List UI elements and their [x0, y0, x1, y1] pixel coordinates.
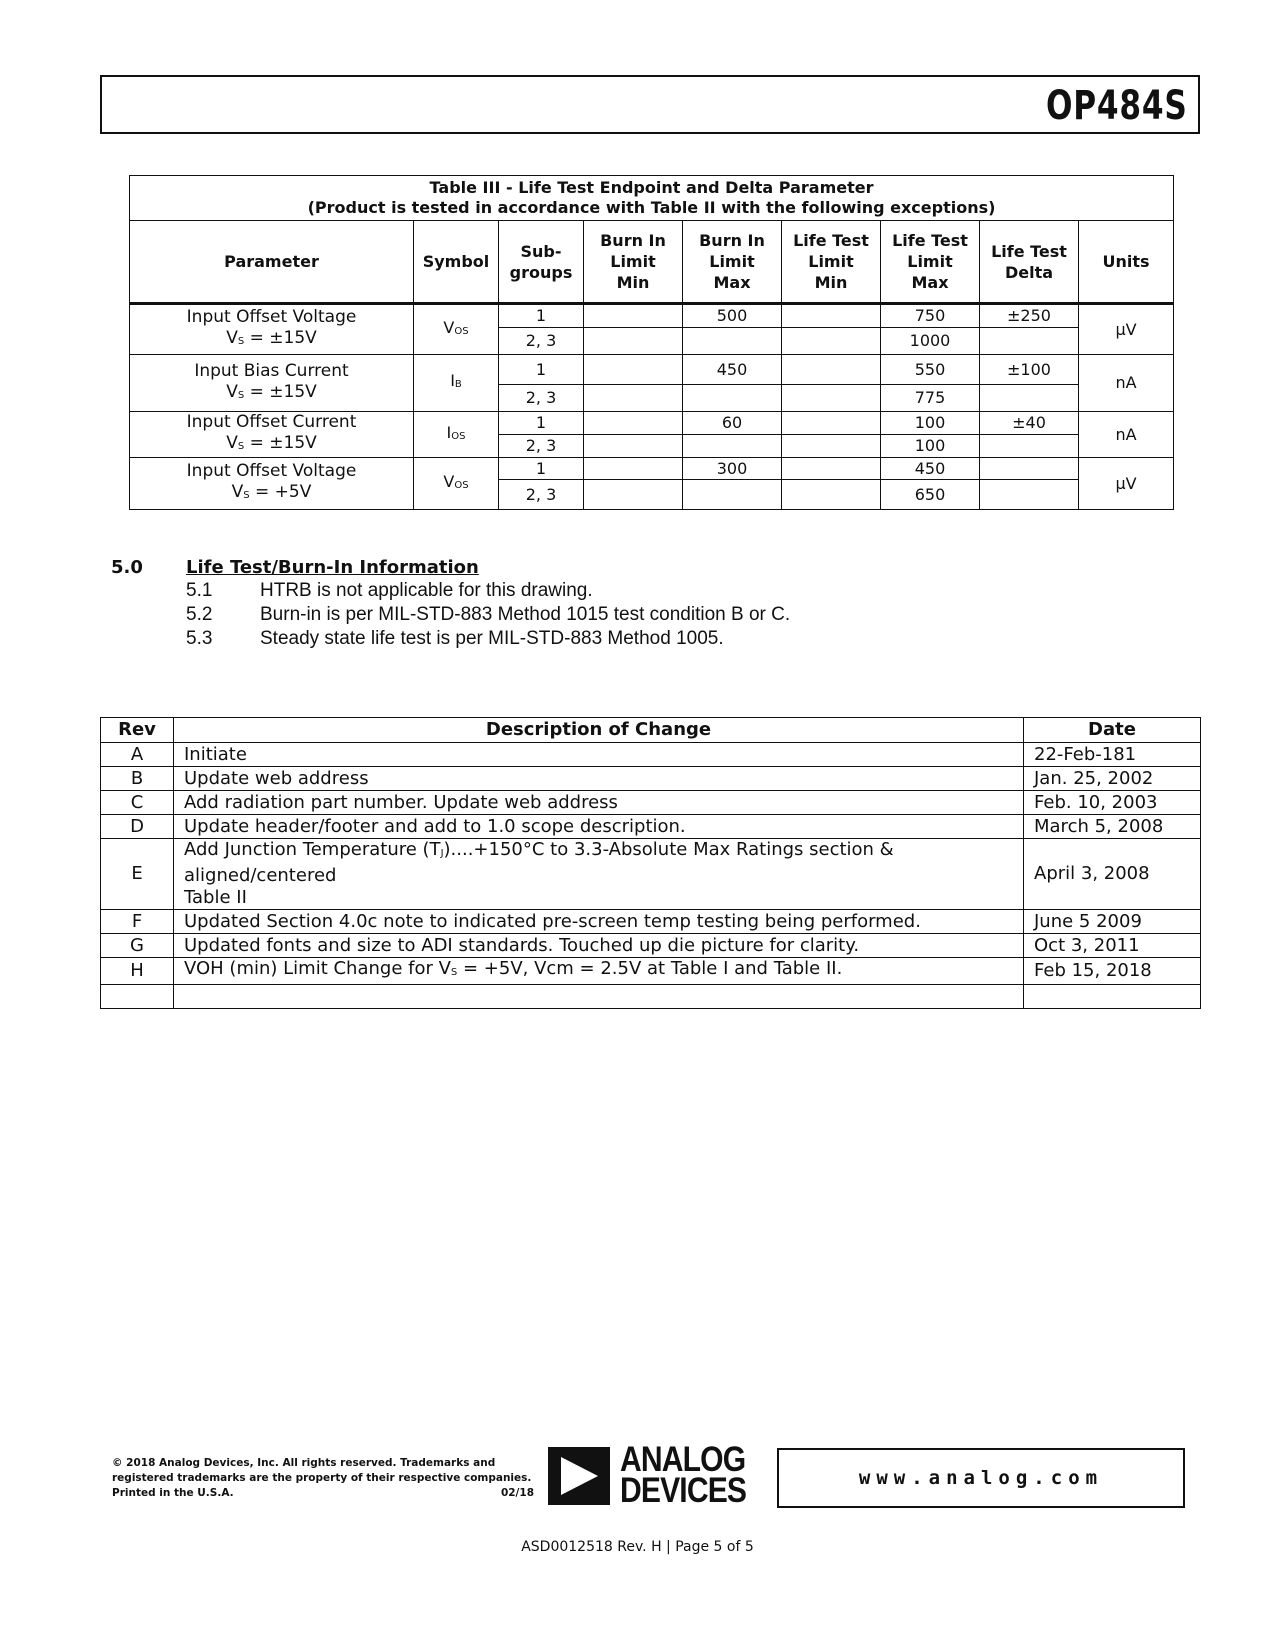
header-burnin-min: Burn In Limit Min [584, 221, 683, 304]
header-units: Units [1079, 221, 1174, 304]
parameter-cell: Input Offset Current $V_S = \pm 15V$ [130, 412, 414, 458]
lifetest-min-cell [782, 480, 881, 510]
units-cell: nA [1079, 412, 1174, 458]
header-symbol: Symbol [414, 221, 499, 304]
header-parameter: Parameter [130, 221, 414, 304]
table-header-row [130, 221, 1174, 304]
burnin-max-cell: 60 [683, 412, 782, 435]
table-row: F Updated Section 4.0c note to indicated pre-screen temp testing being performed. June 5 2009 [101, 910, 1201, 934]
lifetest-max-cell: 750 [881, 304, 980, 328]
burnin-max-cell [683, 435, 782, 458]
table-row: G Updated fonts and size to ADI standards. Touched up die picture for clarity. Oct 3, 2011 [101, 934, 1201, 958]
lifetest-max-cell: 550 [881, 355, 980, 385]
lifetest-min-cell [782, 304, 881, 328]
burnin-max-cell: 500 [683, 304, 782, 328]
header-lifetest-min: Life Test Limit Min [782, 221, 881, 304]
lifetest-max-cell: 100 [881, 412, 980, 435]
website-link[interactable]: www.analog.com [858, 1467, 1104, 1489]
lifetest-max-cell: 1000 [881, 328, 980, 355]
table-row [130, 304, 1174, 328]
analog-devices-logo: ANALOG DEVICES [548, 1447, 758, 1507]
table-header-row [101, 718, 1201, 743]
subgroup-cell: 2, 3 [499, 480, 584, 510]
symbol-cell: $I_B$ [414, 355, 499, 412]
section-title: Life Test/Burn-In Information [186, 557, 479, 578]
delta-cell [980, 385, 1079, 412]
subgroup-cell: 1 [499, 412, 584, 435]
header-date: Date [1024, 718, 1201, 743]
delta-cell [980, 480, 1079, 510]
parameter-cell: Input Offset Voltage $V_S = \pm 15V$ [130, 304, 414, 355]
symbol-cell: $V_{OS}$ [414, 458, 499, 510]
subgroup-cell: 2, 3 [499, 328, 584, 355]
table-title-row [130, 176, 1174, 221]
list-item: 5.1 HTRB is not applicable for this drawing. [186, 580, 593, 601]
lifetest-min-cell [782, 355, 881, 385]
logo-triangle-icon [548, 1447, 610, 1505]
table-row: E Add Junction Temperature $(T_J)....+150^\circ C$ to 3.3-Absolute Max Ratings section & aligned/centered Table II April 3, 2008 [101, 839, 1201, 910]
lifetest-min-cell [782, 458, 881, 480]
burnin-max-cell [683, 385, 782, 412]
header-subgroups: Sub- groups [499, 221, 584, 304]
burnin-min-cell [584, 328, 683, 355]
subgroup-cell: 1 [499, 355, 584, 385]
delta-cell [980, 458, 1079, 480]
part-number: OP484S [1046, 83, 1188, 129]
lifetest-max-cell: 650 [881, 480, 980, 510]
header-description: Description of Change [174, 718, 1024, 743]
symbol-cell: $V_{OS}$ [414, 304, 499, 355]
burnin-min-cell [584, 412, 683, 435]
lifetest-min-cell [782, 435, 881, 458]
table-row-empty [101, 985, 1201, 1009]
burnin-min-cell [584, 458, 683, 480]
table-row [130, 458, 1174, 480]
table-row: B Update web address Jan. 25, 2002 [101, 767, 1201, 791]
section-number: 5.0 [111, 557, 143, 578]
delta-cell: ±100 [980, 355, 1079, 385]
subgroup-cell: 2, 3 [499, 435, 584, 458]
table-row: H VOH (min) Limit Change for $V_S = +5V$, Vcm = 2.5V at Table I and Table II. Feb 15, 2018 [101, 958, 1201, 985]
delta-cell: ±40 [980, 412, 1079, 435]
header-lifetest-delta: Life Test Delta [980, 221, 1079, 304]
parameter-cell: Input Bias Current $V_S = \pm 15V$ [130, 355, 414, 412]
lifetest-max-cell: 450 [881, 458, 980, 480]
burnin-min-cell [584, 435, 683, 458]
lifetest-min-cell [782, 412, 881, 435]
units-cell: µV [1079, 458, 1174, 510]
header-box [100, 75, 1200, 134]
units-cell: µV [1079, 304, 1174, 355]
parameter-cell: Input Offset Voltage $V_S = +5V$ [130, 458, 414, 510]
subgroup-cell: 1 [499, 304, 584, 328]
table-row: A Initiate 22-Feb-181 [101, 743, 1201, 767]
table-row [130, 355, 1174, 385]
header-burnin-max: Burn In Limit Max [683, 221, 782, 304]
table-title: Table III - Life Test Endpoint and Delta Parameter (Product is tested in accordance with Table II with the following exceptions) [130, 176, 1174, 221]
table-row: D Update header/footer and add to 1.0 scope description. March 5, 2008 [101, 815, 1201, 839]
burnin-max-cell: 300 [683, 458, 782, 480]
revision-table [100, 717, 1201, 1009]
burnin-max-cell: 450 [683, 355, 782, 385]
delta-cell [980, 435, 1079, 458]
subgroup-cell: 1 [499, 458, 584, 480]
header-rev: Rev [101, 718, 174, 743]
burnin-min-cell [584, 385, 683, 412]
delta-cell [980, 328, 1079, 355]
delta-cell: ±250 [980, 304, 1079, 328]
lifetest-max-cell: 100 [881, 435, 980, 458]
burnin-max-cell [683, 480, 782, 510]
page-info: ASD0012518 Rev. H | Page 5 of 5 [521, 1539, 754, 1555]
subgroup-cell: 2, 3 [499, 385, 584, 412]
lifetest-min-cell [782, 385, 881, 412]
lifetest-max-cell: 775 [881, 385, 980, 412]
life-test-table [129, 175, 1174, 510]
units-cell: nA [1079, 355, 1174, 412]
symbol-cell: $I_{OS}$ [414, 412, 499, 458]
lifetest-min-cell [782, 328, 881, 355]
table-row: C Add radiation part number. Update web address Feb. 10, 2003 [101, 791, 1201, 815]
list-item: 5.3 Steady state life test is per MIL-STD-883 Method 1005. [186, 628, 724, 649]
table-row [130, 412, 1174, 435]
burnin-min-cell [584, 355, 683, 385]
burnin-min-cell [584, 304, 683, 328]
burnin-min-cell [584, 480, 683, 510]
header-lifetest-max: Life Test Limit Max [881, 221, 980, 304]
list-item: 5.2 Burn-in is per MIL-STD-883 Method 1015 test condition B or C. [186, 604, 791, 625]
burnin-max-cell [683, 328, 782, 355]
copyright-notice: © 2018 Analog Devices, Inc. All rights reserved. Trademarks and registered trademarks are the property of their respective companies. Printed in the U.S.A. 02/18 [112, 1457, 534, 1499]
website-box [777, 1448, 1185, 1508]
